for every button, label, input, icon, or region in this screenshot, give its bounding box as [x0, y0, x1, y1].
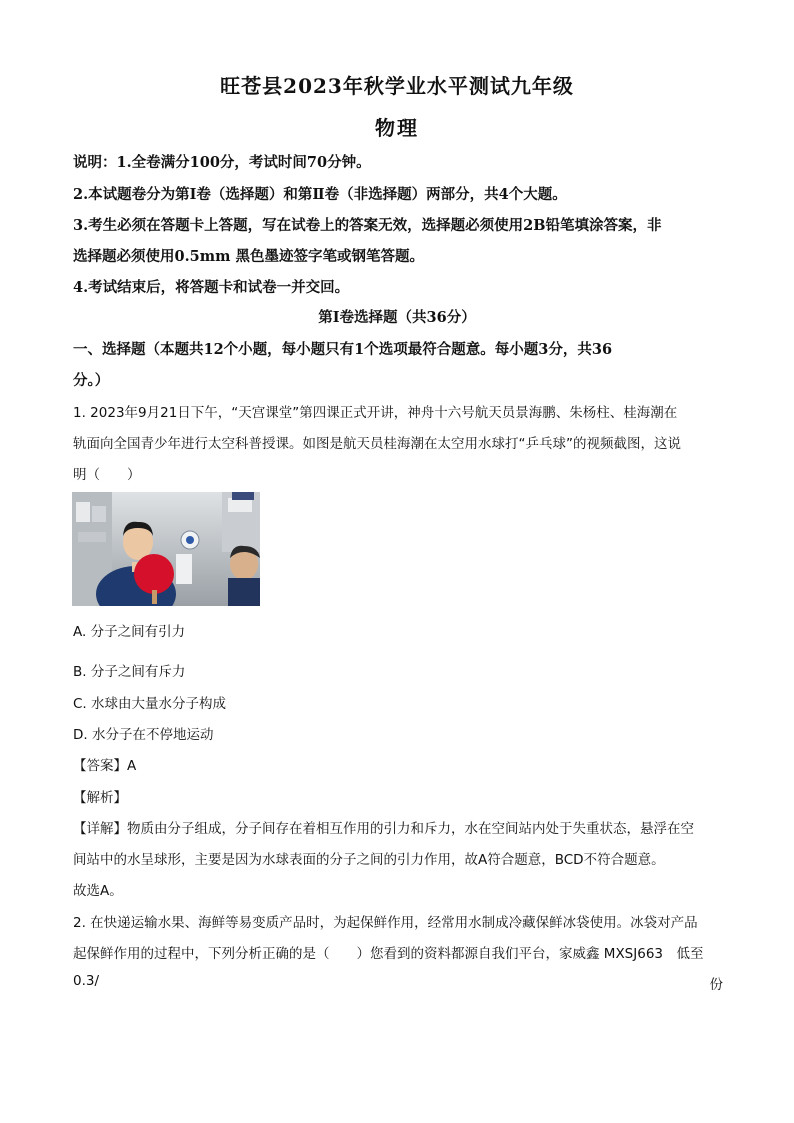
q1-detail-line-3: 故选A。	[73, 883, 123, 899]
instruction-3-cont: 选择题必须使用0.5mm 黑色墨迹签字笔或钢笔答题。	[73, 248, 424, 265]
q1-stem-line-3: 明（ ）	[73, 467, 141, 483]
instruction-3: 3.考生必须在答题卡上答题，写在试卷上的答案无效，选择题必须使用2B铅笔填涂答案，非	[73, 217, 662, 234]
q1-answer: 【答案】A	[73, 758, 137, 774]
part-heading: 一、选择题（本题共12个小题，每小题只有1个选项最符合题意。每小题3分，共36	[73, 341, 613, 358]
q1-option-b: B. 分子之间有斥力	[73, 664, 186, 680]
astronaut-photo	[72, 492, 260, 606]
q1-detail-line-2: 间站中的水呈球形，主要是因为水球表面的分子之间的引力作用，故A符合题意，BCD不符合题意。	[73, 852, 665, 868]
instruction-2: 2.本试题卷分为第Ⅰ卷（选择题）和第Ⅱ卷（非选择题）两部分，共4个大题。	[73, 186, 567, 203]
q1-option-d: D. 水分子在不停地运动	[73, 727, 214, 743]
q1-stem-line-1: 1. 2023年9月21日下午，“天宫课堂”第四课正式开讲，神舟十六号航天员景海鹏、朱杨柱、桂海潮在	[73, 405, 678, 421]
q1-analysis-label: 【解析】	[73, 790, 127, 806]
q1-detail-line-1: 【详解】物质由分子组成，分子间存在着相互作用的引力和斥力，水在空间站内处于失重状态，悬浮在空	[73, 821, 694, 837]
space-station-illustration	[72, 492, 260, 606]
part-heading-cont: 分。）	[73, 372, 110, 389]
instruction-1: 说明：1.全卷满分100分，考试时间70分钟。	[73, 154, 371, 171]
instruction-4: 4.考试结束后，将答题卡和试卷一并交回。	[73, 279, 350, 296]
q1-option-c: C. 水球由大量水分子构成	[73, 696, 227, 712]
q2-stem-line-3	[73, 973, 723, 993]
section-heading: 第Ⅰ卷选择题（共36分）	[318, 309, 476, 326]
q2-line-left: 0.3/	[73, 973, 100, 989]
exam-title: 旺苍县2023年秋学业水平测试九年级	[220, 74, 574, 98]
q1-stem-line-2: 轨面向全国青少年进行太空科普授课。如图是航天员桂海潮在太空用水球打“乒乓球”的视频截图，这说	[73, 436, 681, 452]
q1-option-a: A. 分子之间有引力	[73, 624, 186, 640]
q2-line-right: 份	[709, 977, 723, 993]
q2-stem-line-1: 2. 在快递运输水果、海鲜等易变质产品时，为起保鲜作用，经常用水制成冷藏保鲜冰袋使用。冰袋对产品	[73, 915, 698, 931]
q2-stem-line-2: 起保鲜作用的过程中，下列分析正确的是（ ）您看到的资料都源自我们平台，家威鑫 MXSJ663 低至	[73, 946, 704, 962]
subject-title: 物理	[375, 116, 419, 140]
